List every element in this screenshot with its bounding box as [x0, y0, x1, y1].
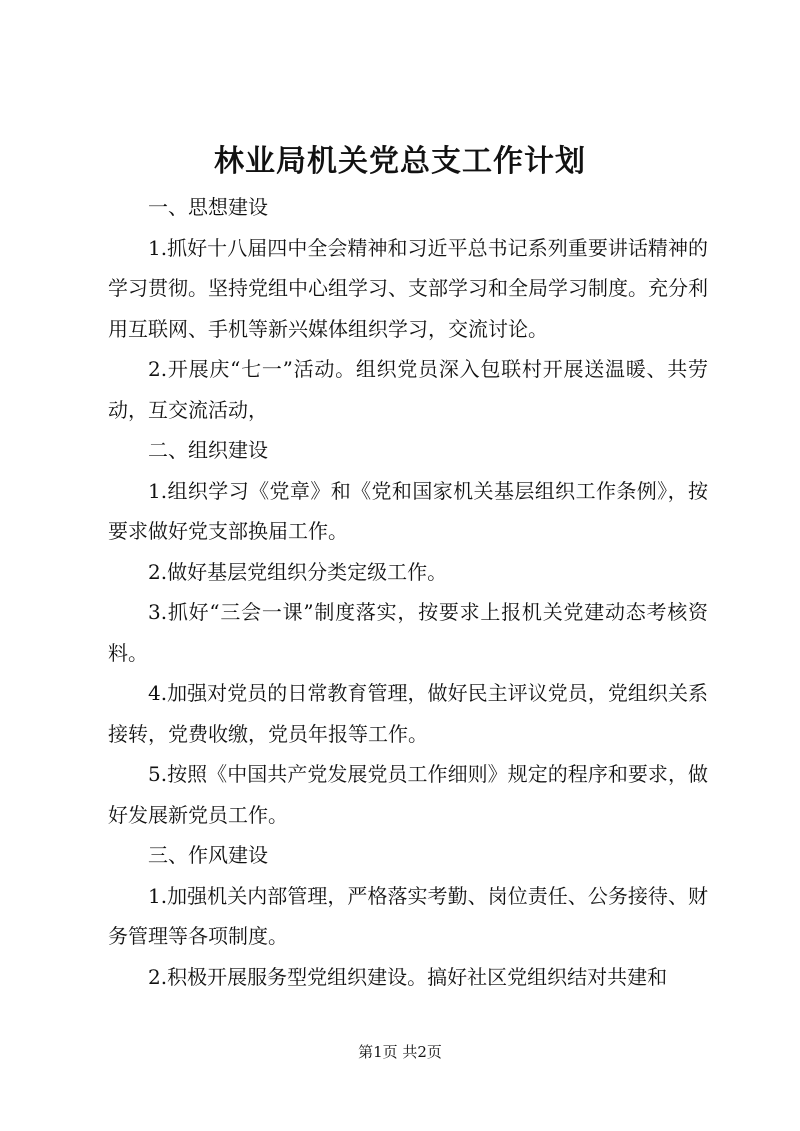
section-heading-ideology: 一、思想建设 — [148, 195, 268, 219]
paragraph: 5.按照《中国共产党发展党员工作细则》规定的程序和要求，做好发展新党员工作。 — [108, 762, 708, 827]
paragraph: 2.做好基层党组织分类定级工作。 — [148, 559, 448, 584]
paragraph: 3.抓好“三会一课”制度落实，按要求上报机关党建动态考核资料。 — [108, 600, 708, 665]
document-title: 林业局机关党总支工作计划 — [214, 144, 586, 179]
paragraph: 2.积极开展服务型党组织建设。搞好社区党组织结对共建和 — [148, 964, 668, 989]
page-number-footer: 第1页 共2页 — [358, 1043, 442, 1061]
section-heading-organization: 二、组织建设 — [148, 438, 268, 462]
paragraph: 2.开展庆“七一”活动。组织党员深入包联村开展送温暖、共劳动，互交流活动， — [108, 357, 708, 422]
paragraph: 1.加强机关内部管理，严格落实考勤、岗位责任、公务接待、财务管理等各项制度。 — [108, 883, 708, 948]
paragraph: 1.组织学习《党章》和《党和国家机关基层组织工作条例》，按要求做好党支部换届工作。 — [108, 478, 708, 543]
paragraph: 1.抓好十八届四中全会精神和习近平总书记系列重要讲话精神的学习贯彻。坚持党组中心组学习、支部学习和全局学习制度。充分利用互联网、手机等新兴媒体组织学习，交流讨论。 — [108, 235, 708, 341]
section-heading-work-style: 三、作风建设 — [148, 843, 268, 867]
document-body — [108, 187, 708, 997]
paragraph: 4.加强对党员的日常教育管理，做好民主评议党员，党组织关系接转，党费收缴，党员年报等工作。 — [108, 681, 708, 746]
